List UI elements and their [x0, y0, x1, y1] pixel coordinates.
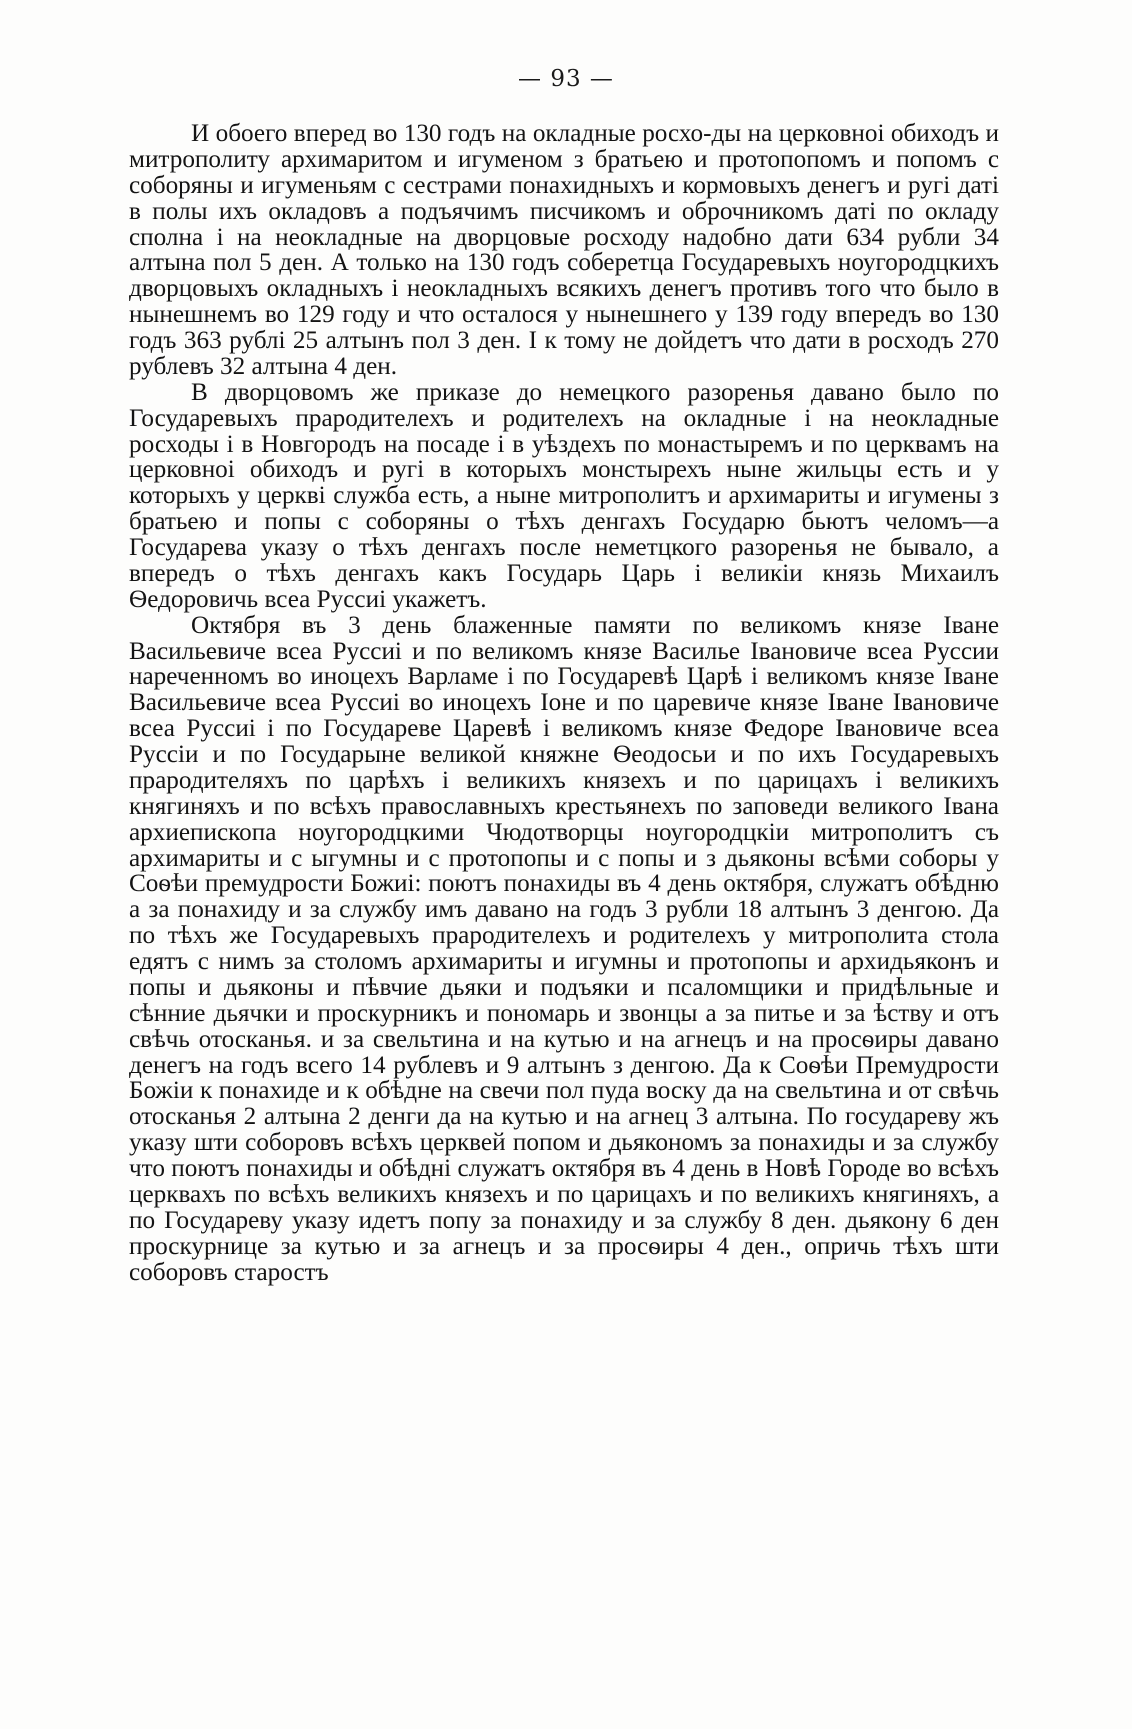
paragraph-1: И обоего вперед во 130 годъ на окладные росхо-ды на церковноі обиходъ и митрополиту архимаритом и игуменом з братьею и протопопомъ и попомъ с соборяны и игуменьям с сестрами понахидныхъ и кормовыхъ денегъ и ругі даті в полы ихъ окладовъ а подъячимъ писчикомъ и оброчникомъ даті по окладу сполна і на неокладные на дворцовые росходу надобно дати 634 рубли 34 алтына пол 5 ден. А только на 130 годъ соберетца Государевыхъ ноугородцкихъ дворцовыхъ окладныхъ і неокладныхъ всякихъ денегъ противъ того что было в нынешнемъ во 129 году и что осталося у нынешнего у 139 году впередъ во 130 годъ 363 рублі 25 алтынъ пол 3 ден. І к тому не дойдетъ что дати в росходъ 270 рублевъ 32 алтына 4 ден. — [129, 120, 999, 380]
page-number: — 93 — — [518, 66, 614, 92]
paragraph-3: Октября въ 3 день блаженные памяти по великомъ князе Іване Васильевиче всеа Руссиі и по великомъ князе Василье Івановиче всеа Руссии нареченномъ во иноцехъ Варламе і по Государевѣ Царѣ і великомъ князе Іване Васильевиче всеа Руссиі во иноцехъ Іоне и по царевиче князе Іване Івановиче всеа Руссиі і по Государеве Царевѣ і великомъ князе Федоре Івановиче всеа Руссіи и по Государыне великой княжне Ѳеодосьи и по ихъ Государевыхъ прародителяхъ по царѣхъ і великихъ князехъ и по царицахъ і великихъ княгиняхъ и по всѣхъ православныхъ крестьянехъ по заповеди великого Івана архиепископа ноугородцкими Чюдотворцы ноугородцкіи митрополитъ съ архимариты и с ыгумны и с протопопы и с попы и з дьяконы всѣми соборы у Соѳѣи премудрости Божиі: поютъ понахиды въ 4 день октября, служатъ обѣдню а за понахиду и за службу имъ давано на годъ 3 рубли 18 алтынъ 3 денгою. Да по тѣхъ же Государевыхъ прародителехъ и родителехъ у митрополита стола едятъ с нимъ за столомъ архимариты и игумны и протопопы и архидьяконъ и попы и дьяконы и пѣвчие дьяки и подъяки и псаломщики и придѣльные и сѣнние дьячки и проскурникъ и пономарь и звонцы а за питье и за ѣству и отъ свѣчь отосканья. и за свельтина и на кутью и на агнецъ и на просѳиры давано денегъ на годъ всего 14 рублевъ и 9 алтынъ з денгою. Да к Соѳѣи Премудрости Божіи к понахиде и к обѣдне на свечи пол пуда воску да на свельтина и от свѣчь отосканья 2 алтына 2 денги да на кутью и на агнец 3 алтына. По государеву жъ указу шти соборовъ всѣхъ церквей попом и дьякономъ за понахиды и за службу что поютъ понахиды и обѣдні служатъ октября въ 4 день в Новѣ Городе во всѣхъ церквахъ по всѣхъ великихъ князехъ и по царицахъ и по великихъ княгиняхъ, а по Государеву указу идетъ попу за понахиду и за службу 8 ден. дьякону 6 ден проскурнице за кутью и за агнецъ и за просѳиры 4 ден., опричь тѣхъ шти соборовъ старостъ — [129, 611, 999, 1286]
body-text — [129, 121, 999, 1285]
paragraph-2: В дворцовомъ же приказе до немецкого разоренья давано было по Государевыхъ прародителехъ и родителехъ на окладные і на неокладные росходы і в Новгородъ на посаде і в уѣздехъ по монастыремъ и по церквамъ на церковноі обиходъ и ругі в которыхъ монстырехъ ныне жильцы есть и у которыхъ у церкві служба есть, а ныне митрополитъ и архимариты и игумены з братьею и попы с соборяны о тѣхъ денгахъ Государю бьютъ челомъ—а Государева указу о тѣхъ денгахъ после неметцкого разоренья не бывало, а впередъ о тѣхъ денгахъ какъ Государь Царь і великіи князь Михаилъ Ѳедоровичь всеа Руссиі укажетъ. — [129, 378, 999, 613]
